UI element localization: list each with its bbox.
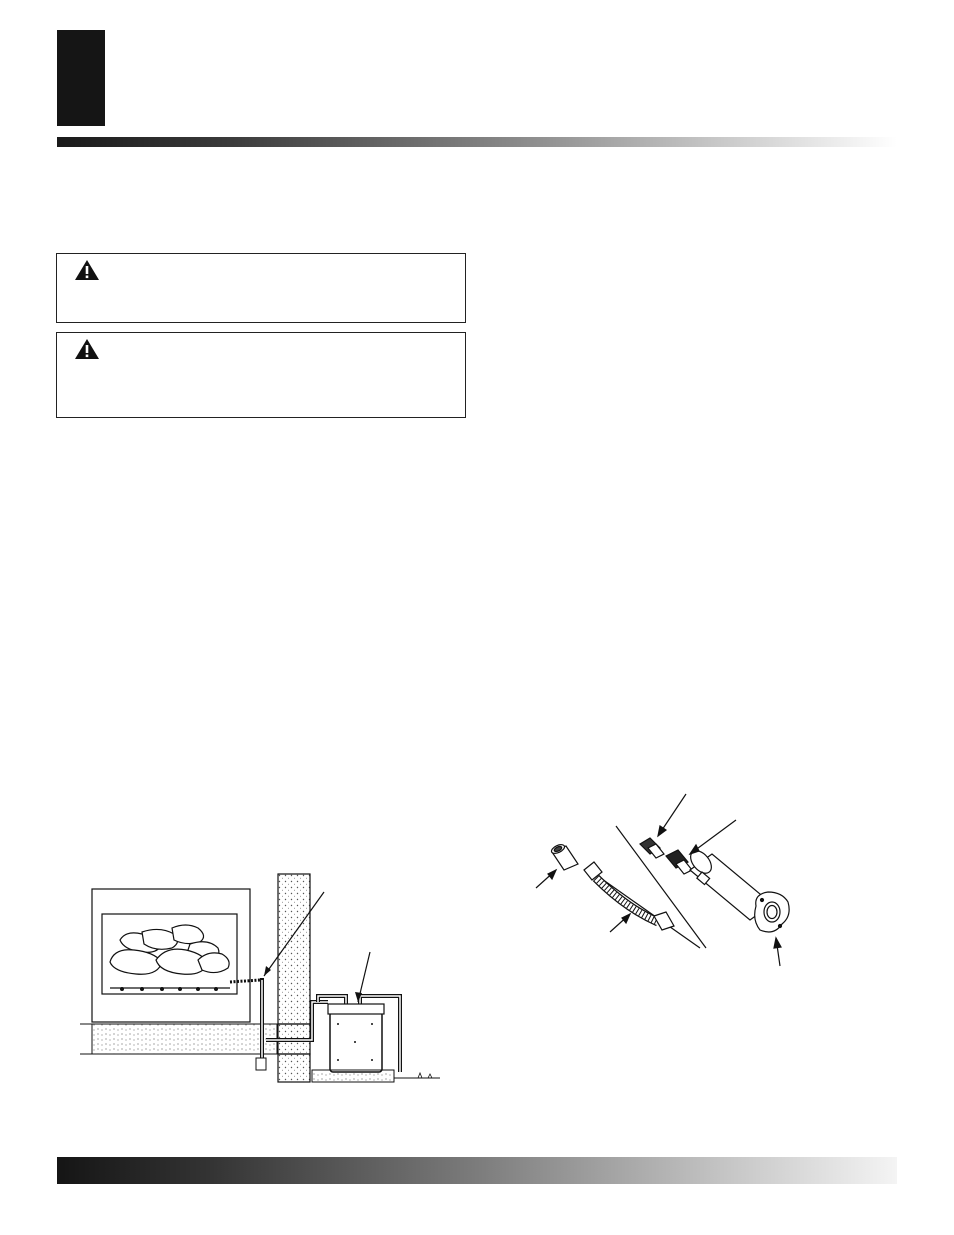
warning-triangle-icon xyxy=(74,259,100,281)
warning-box-1 xyxy=(56,253,466,323)
warning-triangle-icon xyxy=(74,338,100,360)
gas-connector-kit-illustration xyxy=(530,790,810,970)
chapter-tab xyxy=(57,30,105,126)
footer-bar xyxy=(57,1157,897,1184)
warning-box-2 xyxy=(56,332,466,418)
header-bar xyxy=(57,137,897,147)
fireplace-gas-supply-illustration xyxy=(80,862,450,1092)
